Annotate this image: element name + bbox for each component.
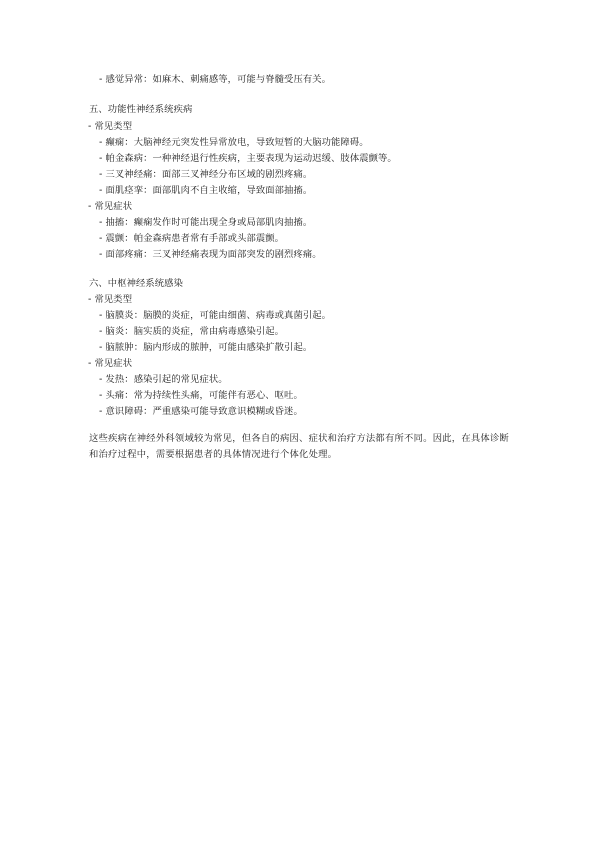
group-label: - 常见症状 xyxy=(88,358,133,369)
list-item: - 震颤：帕金森病患者常有手部或头部震颤。 xyxy=(99,233,285,244)
list-item: - 脑炎：脑实质的炎症，常由病毒感染引起。 xyxy=(99,326,285,337)
list-item: - 脑膜炎：脑膜的炎症，可能由细菌、病毒或真菌引起。 xyxy=(99,310,332,321)
conclusion-paragraph: 这些疾病在神经外科领域较为常见，但各自的病因、症状和治疗方法都有所不同。因此，在具体诊断和治疗过程中，需要根据患者的具体情况进行个体化处理。 xyxy=(89,433,510,460)
section-heading: 六、中枢神经系统感染 xyxy=(89,278,183,289)
section-heading: 五、功能性神经系统疾病 xyxy=(89,104,193,115)
list-item: - 发热：感染引起的常见症状。 xyxy=(99,374,228,385)
group-label: - 常见症状 xyxy=(88,201,133,212)
list-item: - 面肌痉挛：面部肌肉不自主收缩，导致面部抽搐。 xyxy=(99,185,313,196)
list-item: - 三叉神经痛：面部三叉神经分布区域的剧烈疼痛。 xyxy=(99,169,313,180)
list-item: - 帕金森病：一种神经退行性疾病，主要表现为运动迟缓、肢体震颤等。 xyxy=(99,153,397,164)
list-item: - 抽搐：癫痫发作时可能出现全身或局部肌肉抽搐。 xyxy=(99,217,313,228)
list-item: - 感觉异常：如麻木、刺痛感等，可能与脊髓受压有关。 xyxy=(99,74,332,85)
group-label: - 常见类型 xyxy=(88,294,133,305)
list-item: - 脑脓肿：脑内形成的脓肿，可能由感染扩散引起。 xyxy=(99,342,313,353)
list-item: - 意识障碍：严重感染可能导致意识模糊或昏迷。 xyxy=(99,406,303,417)
group-label: - 常见类型 xyxy=(88,121,133,132)
list-item: - 癫痫：大脑神经元突发性异常放电，导致短暂的大脑功能障碍。 xyxy=(99,137,369,148)
list-item: - 头痛：常为持续性头痛，可能伴有恶心、呕吐。 xyxy=(99,390,303,401)
list-item: - 面部疼痛：三叉神经痛表现为面部突发的剧烈疼痛。 xyxy=(99,249,322,260)
